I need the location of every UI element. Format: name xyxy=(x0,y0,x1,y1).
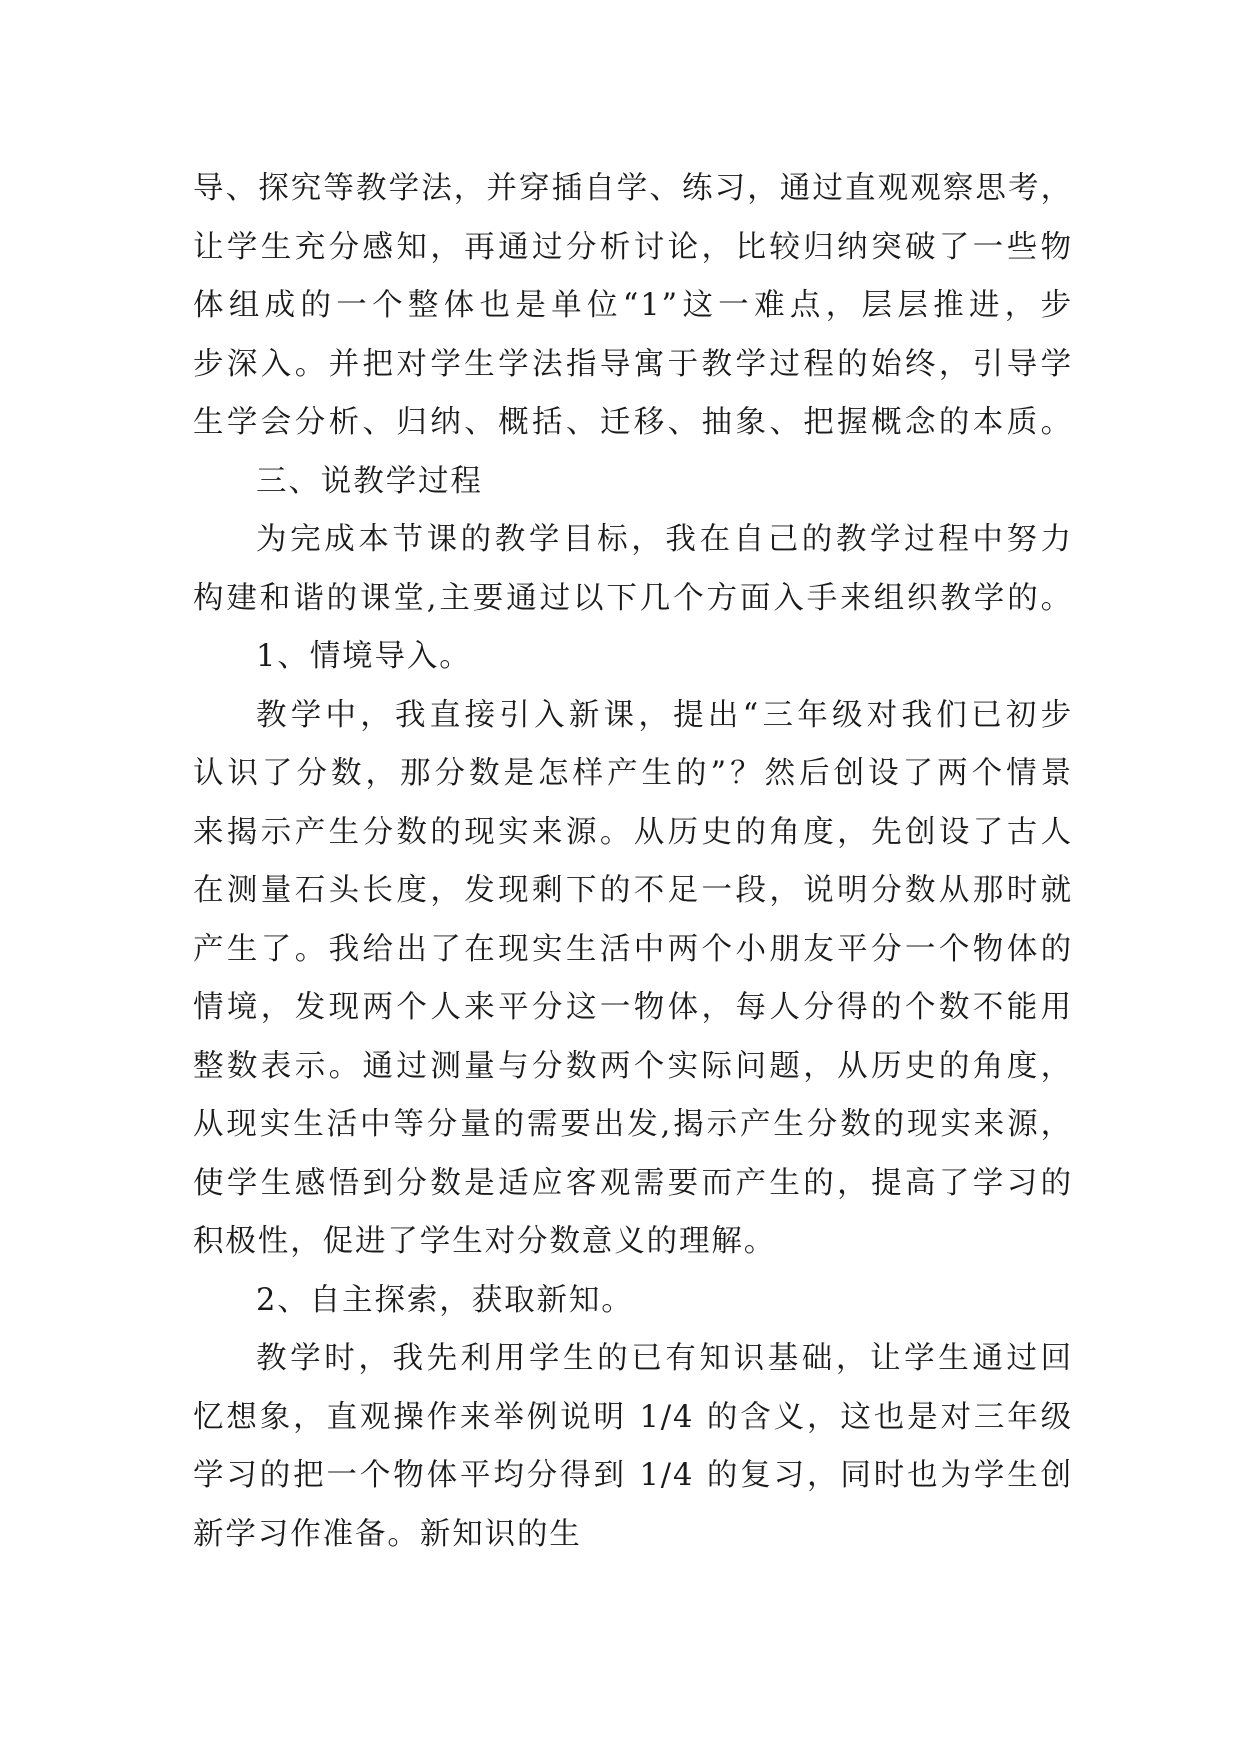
text-line: 导、探究等教学法，并穿插自学、练习，通过直观观察思考， xyxy=(193,171,1073,206)
text-line: 使学生感悟到分数是适应客观需要而产生的，提高了学习的 xyxy=(193,1165,1073,1201)
text-line: 新学习作准备。新知识的生 xyxy=(193,1516,582,1552)
text-line: 积极性，促进了学生对分数意义的理解。 xyxy=(193,1224,777,1259)
document-body xyxy=(193,160,1073,1564)
text-line: 构建和谐的课堂,主要通过以下几个方面入手来组织教学的。 xyxy=(193,580,1073,616)
text-line: 认识了分数，那分数是怎样产生的”？然后创设了两个情景 xyxy=(193,756,1073,791)
text-line: 学习的把一个物体平均分得到 1/4 的复习，同时也为学生创 xyxy=(193,1458,1073,1493)
section-heading: 三、说教学过程 xyxy=(256,463,483,499)
text-line: 让学生充分感知，再通过分析讨论，比较归纳突破了一些物 xyxy=(193,229,1073,265)
text-line: 生学会分析、归纳、概括、迁移、抽象、把握概念的本质。 xyxy=(193,405,1073,440)
text-line: 产生了。我给出了在现实生活中两个小朋友平分一个物体的 xyxy=(193,931,1073,967)
text-line: 从现实生活中等分量的需要出发,揭示产生分数的现实来源， xyxy=(193,1107,1073,1142)
text-line: 整数表示。通过测量与分数两个实际问题，从历史的角度， xyxy=(193,1048,1073,1084)
text-line: 来揭示产生分数的现实来源。从历史的角度，先创设了古人 xyxy=(193,814,1073,850)
text-line: 情境，发现两个人来平分这一物体，每人分得的个数不能用 xyxy=(193,990,1073,1025)
text-line: 步深入。并把对学生学法指导寓于教学过程的始终，引导学 xyxy=(193,346,1073,382)
subsection-heading: 2、自主探索，获取新知。 xyxy=(256,1282,634,1318)
text-line: 忆想象，直观操作来举例说明 1/4 的含义，这也是对三年级 xyxy=(193,1399,1073,1435)
paragraph-first-line: 教学时，我先利用学生的已有知识基础，让学生通过回 xyxy=(256,1341,1073,1376)
text-line: 在测量石头长度，发现剩下的不足一段，说明分数从那时就 xyxy=(193,873,1073,908)
paragraph-first-line: 为完成本节课的教学目标，我在自己的教学过程中努力 xyxy=(256,522,1073,557)
text-line: 体组成的一个整体也是单位“1”这一难点，层层推进，步 xyxy=(193,288,1073,323)
paragraph-first-line: 教学中，我直接引入新课，提出“三年级对我们已初步 xyxy=(256,697,1073,733)
subsection-heading: 1、情境导入。 xyxy=(256,639,472,674)
